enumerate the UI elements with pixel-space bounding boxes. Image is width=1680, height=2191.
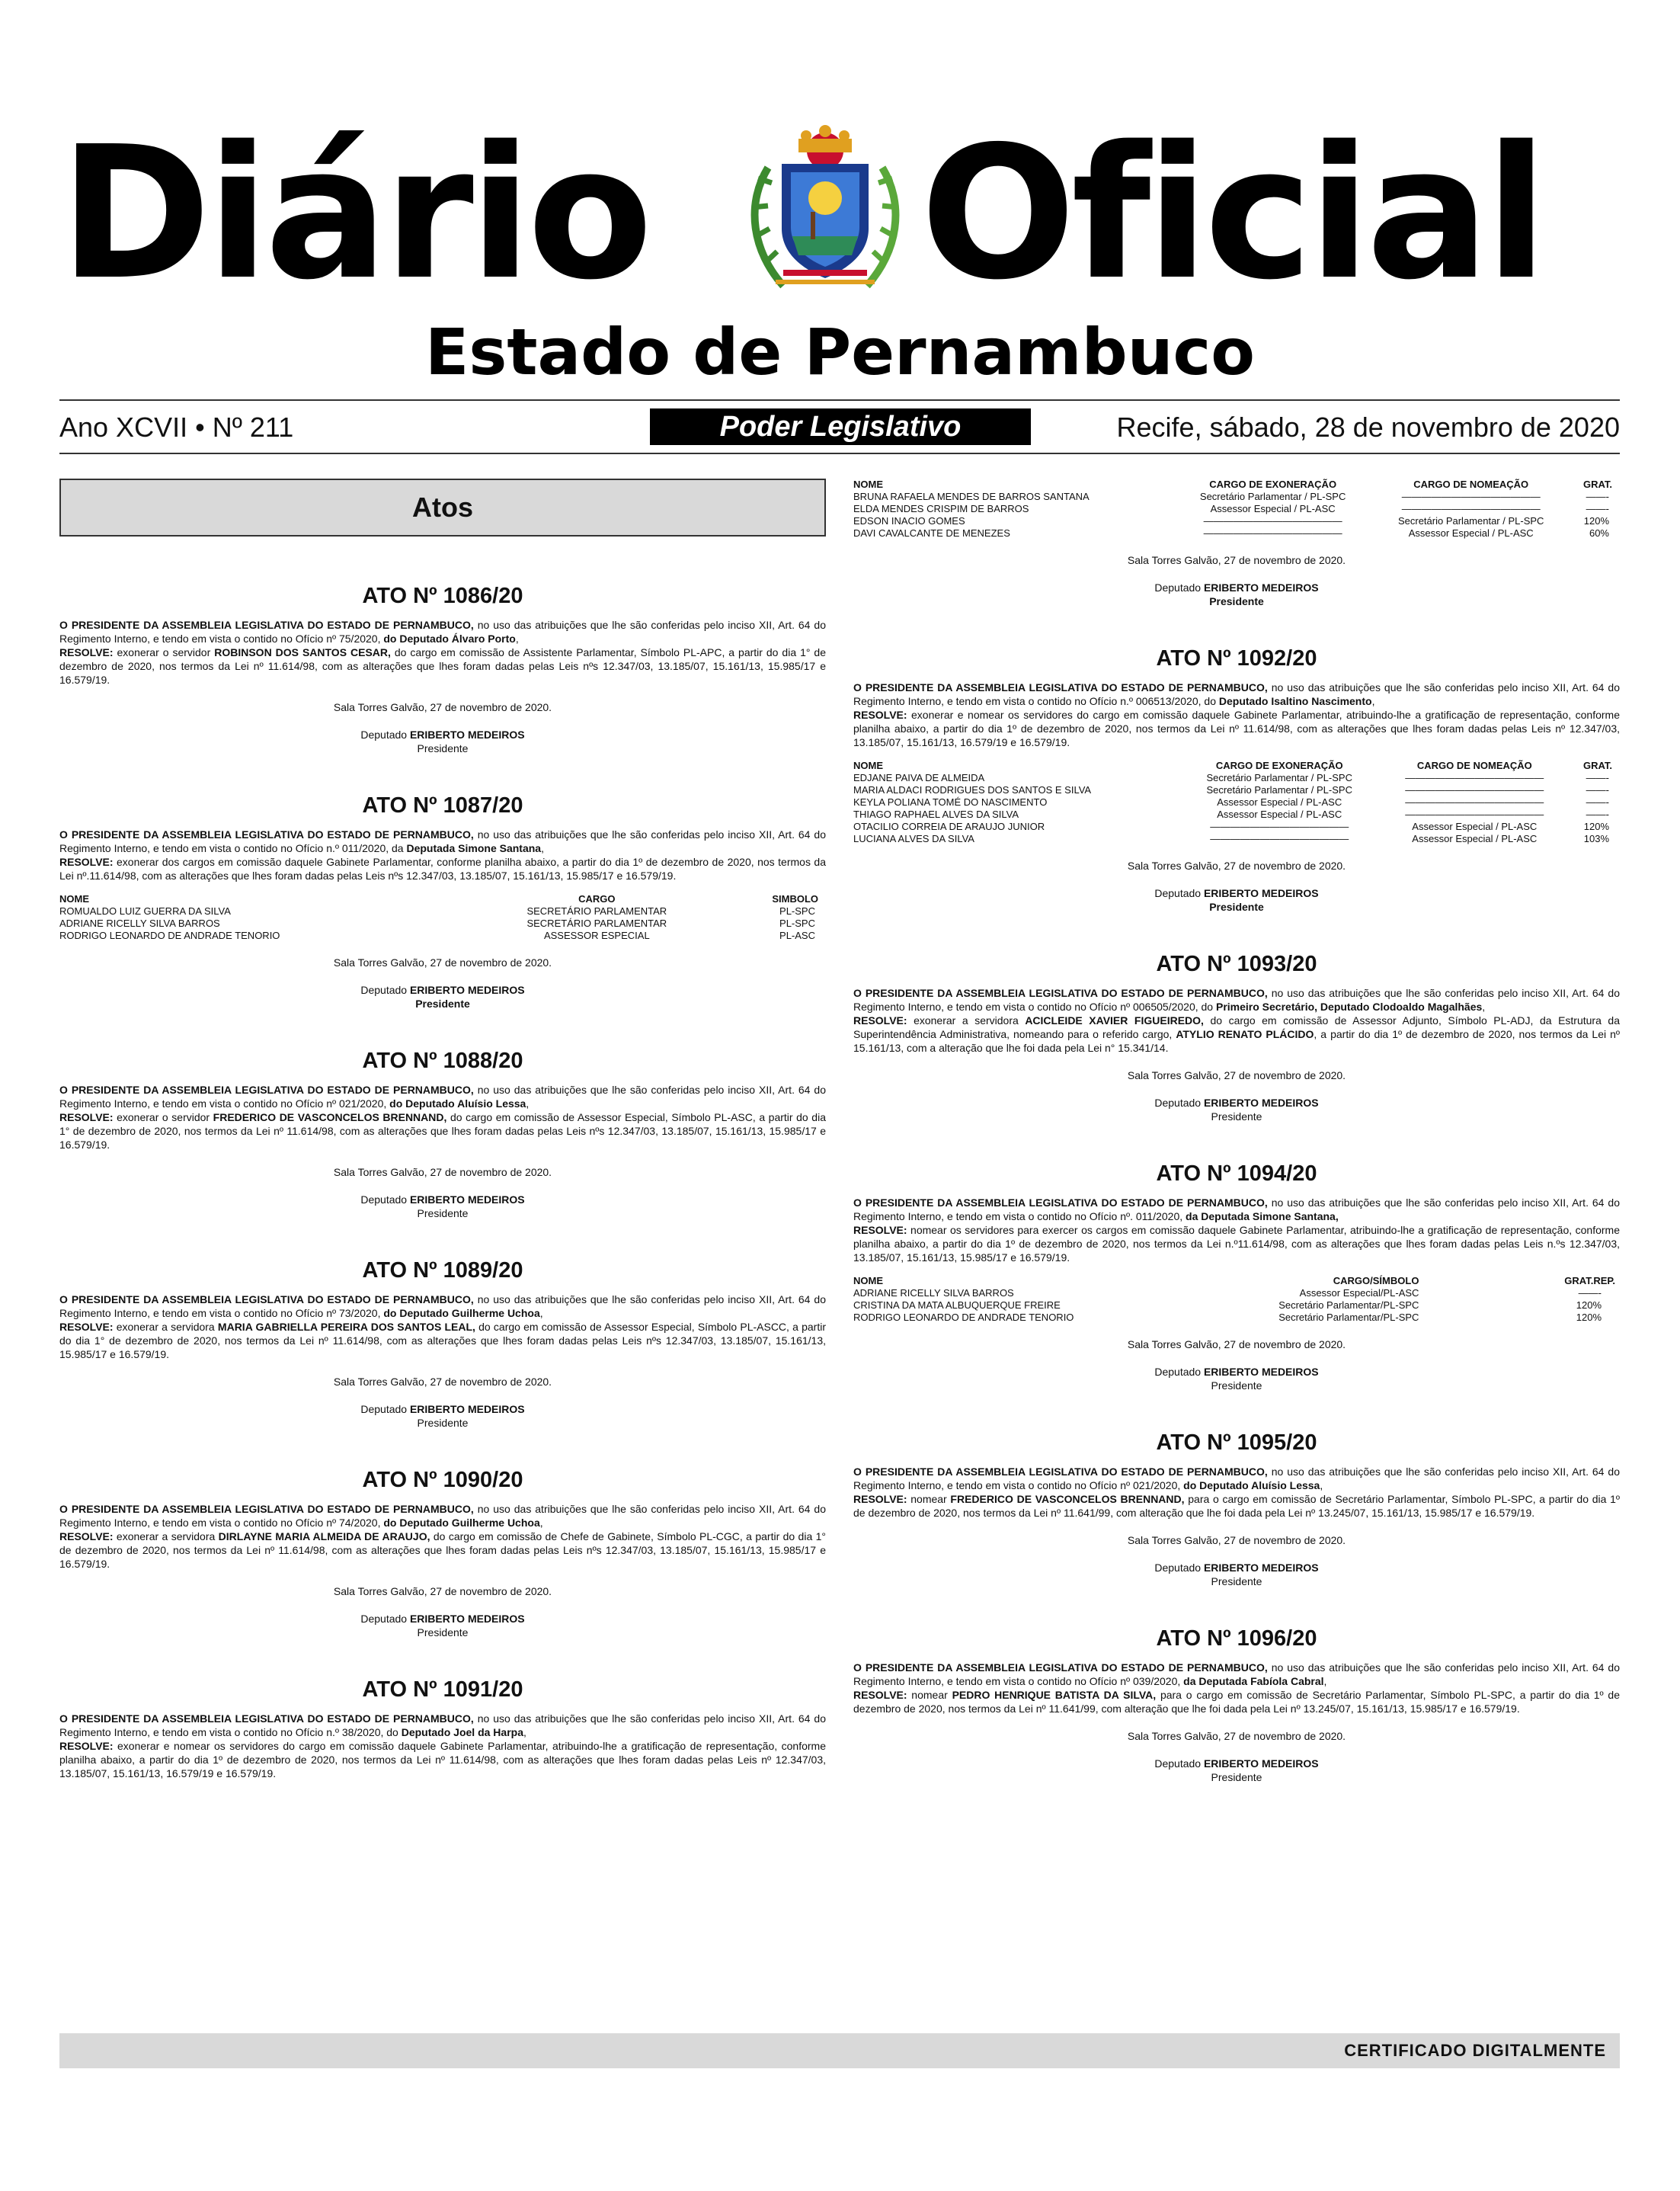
table-header-row: NOME CARGO DE EXONERAÇÃO CARGO DE NOMEAÇÃO GRAT.: [853, 479, 1612, 490]
ato-body: O PRESIDENTE DA ASSEMBLEIA LEGISLATIVA DO ESTADO DE PERNAMBUCO, no uso das atribuições que lhe são conferidas pelo inciso XII, Art. 64 do Regimento Interno, e tendo em vista o contido no Ofício n.º 38/2020, do Deputado Joel da Harpa, RESOLVE: exonerar e nomear os servidores do cargo em comissão daquele Gabinete Parlamentar, atribuindo-lhe a gratificação de representação, conforme planilha abaixo, a partir do dia 1º de dezembro de 2020, nos termos da Lei nº 11.614/98, com as alterações que lhes foram dadas pelas Leis nº 12.347/03, 13.185/07, 15.161/13, 16.579/19 e 16.579/19.: [59, 1712, 826, 1779]
ato-1094: [853, 1161, 1620, 1392]
digital-certificate-label: CERTIFICADO DIGITALMENTE: [1344, 2041, 1606, 2060]
ato-title: ATO Nº 1094/20: [1156, 1161, 1317, 1186]
table-header-row: NOME CARGO SIMBOLO: [59, 893, 818, 905]
ato-signature-role: Presidente: [417, 742, 469, 754]
table-row: BRUNA RAFAELA MENDES DE BARROS SANTANA Secretário Parlamentar / PL-SPC —————————————— ——-: [853, 491, 1609, 502]
table-header-row: NOME CARGO/SÍMBOLO GRAT.REP.: [853, 1275, 1615, 1286]
issue-line: [59, 408, 1620, 448]
ato-place-date: Sala Torres Galvão, 27 de novembro de 2020.: [333, 701, 552, 713]
table-row: ADRIANE RICELLY SILVA BARROS SECRETÁRIO PARLAMENTAR PL-SPC: [59, 918, 815, 929]
ato-signature: Deputado ERIBERTO MEDEIROS: [360, 984, 525, 996]
table-row: DAVI CAVALCANTE DE MENEZES —————————————— Assessor Especial / PL-ASC 60%: [853, 527, 1609, 539]
ato-title: ATO Nº 1090/20: [362, 1468, 523, 1492]
ato-body: O PRESIDENTE DA ASSEMBLEIA LEGISLATIVA DO ESTADO DE PERNAMBUCO, no uso das atribuições que lhe são conferidas pelo inciso XII, Art. 64 do Regimento Interno, e tendo em vista o contido no Ofício n.º 011/2020, da Deputada Simone Santana, RESOLVE: exonerar dos cargos em comissão daquele Gabinete Parlamentar, conforme planilha abaixo, a partir do dia 1º de dezembro de 2020, nos termos da Lei nº.11.614/98, com as alterações que lhes foram dadas pelas Leis nºs 12.347/03, 13.185/07, 15.161/13, 15.985/17 e 16.579/19.: [59, 828, 826, 882]
issue-date: Recife, sábado, 28 de novembro de 2020: [1116, 412, 1620, 443]
ato-signature-role: Presidente: [1211, 1575, 1262, 1587]
ato-title: ATO Nº 1086/20: [362, 584, 523, 608]
table-row: OTACILIO CORREIA DE ARAUJO JUNIOR —————————————— Assessor Especial / PL-ASC 120%: [853, 821, 1609, 832]
ato-body: O PRESIDENTE DA ASSEMBLEIA LEGISLATIVA DO ESTADO DE PERNAMBUCO, no uso das atribuições que lhe são conferidas pelo inciso XII, Art. 64 do Regimento Interno, e tendo em vista o contido no Ofício nº 006505/2020, do Primeiro Secretário, Deputado Clodoaldo Magalhães, RESOLVE: exonerar a servidora ACICLEIDE XAVIER FIGUEIREDO, do cargo em comissão de Assessor Adjunto, Símbolo PL-ADJ, da Estrutura da Superintendência Administrativa, nomeando para o referido cargo, ATYLIO RENATO PLÁCIDO, a partir do dia 1º de dezembro de 2020, nos termos da Lei nº 15.161/13, com a alteração que lhe foi dada pela Lei n° 15.341/14.: [853, 987, 1620, 1054]
ato-signature: Deputado ERIBERTO MEDEIROS: [1154, 887, 1319, 899]
ato-place-date: Sala Torres Galvão, 27 de novembro de 2020.: [333, 1166, 552, 1178]
ato-title: ATO Nº 1095/20: [1156, 1430, 1317, 1455]
ato-table: [853, 760, 1620, 845]
ato-table: [853, 479, 1620, 540]
section-title-atos: Atos: [59, 479, 826, 537]
ato-place-date: Sala Torres Galvão, 27 de novembro de 2020.: [1127, 1534, 1346, 1546]
ato-signature: Deputado ERIBERTO MEDEIROS: [360, 1193, 525, 1206]
ato-1091: [59, 1677, 826, 1780]
table-row: RODRIGO LEONARDO DE ANDRADE TENORIO Secretário Parlamentar/PL-SPC 120%: [853, 1312, 1602, 1323]
ato-signature: Deputado ERIBERTO MEDEIROS: [1154, 1562, 1319, 1574]
ato-place-date: Sala Torres Galvão, 27 de novembro de 2020.: [1127, 860, 1346, 872]
ato-body: O PRESIDENTE DA ASSEMBLEIA LEGISLATIVA DO ESTADO DE PERNAMBUCO, no uso das atribuições que lhe são conferidas pelo inciso XII, Art. 64 do Regimento Interno, e tendo em vista o contido no Ofício nº 73/2020, do Deputado Guilherme Uchoa, RESOLVE: exonerar a servidora MARIA GABRIELLA PEREIRA DOS SANTOS LEAL, do cargo em comissão de Assessor Especial, Símbolo PL-ASCC, a partir do dia 1° de dezembro de 2020, nos termos da Lei nº 11.614/98, com as alterações que lhes foram dadas pelas Leis nºs 12.347/03, 13.185/07, 15.161/13, 15.985/17 e 16.579/19.: [59, 1293, 826, 1360]
ato-signature-role: Presidente: [1209, 901, 1264, 913]
table-row: ELDA MENDES CRISPIM DE BARROS Assessor Especial / PL-ASC —————————————— ——-: [853, 503, 1609, 514]
ato-1089: [59, 1258, 826, 1430]
ato-place-date: Sala Torres Galvão, 27 de novembro de 2020.: [333, 956, 552, 969]
ato-place-date: Sala Torres Galvão, 27 de novembro de 2020.: [1127, 1730, 1346, 1742]
ato-title: ATO Nº 1087/20: [362, 793, 523, 818]
ato-body: O PRESIDENTE DA ASSEMBLEIA LEGISLATIVA DO ESTADO DE PERNAMBUCO, no uso das atribuições que lhe são conferidas pelo inciso XII, Art. 64 do Regimento Interno, e tendo em vista o contido no Ofício nº 021/2020, do Deputado Aluísio Lessa, RESOLVE: exonerar o servidor FREDERICO DE VASCONCELOS BRENNAND, do cargo em comissão de Assessor Especial, Símbolo PL-ASC, a partir do dia 1° de dezembro de 2020, nos termos da Lei nº 11.614/98, com as alterações que lhes foram dadas pelas Leis nºs 12.347/03, 13.185/07, 15.161/13, 15.985/17 e 16.579/19.: [59, 1084, 826, 1151]
ato-title: ATO Nº 1096/20: [1156, 1626, 1317, 1651]
table-row: MARIA ALDACI RODRIGUES DOS SANTOS E SILVA Secretário Parlamentar / PL-SPC —————————————— ——-: [853, 784, 1609, 796]
ato-1090: [59, 1468, 826, 1639]
ato-title: ATO Nº 1092/20: [1156, 646, 1317, 671]
left-column: [59, 457, 826, 1780]
table-row: KEYLA POLIANA TOMÉ DO NASCIMENTO Assessor Especial / PL-ASC —————————————— ——-: [853, 796, 1609, 808]
masthead-title-right: Oficial: [920, 107, 1544, 320]
ato-body: O PRESIDENTE DA ASSEMBLEIA LEGISLATIVA DO ESTADO DE PERNAMBUCO, no uso das atribuições que lhe são conferidas pelo inciso XII, Art. 64 do Regimento Interno, e tendo em vista o contido no Ofício nº 74/2020, do Deputado Guilherme Uchoa, RESOLVE: exonerar a servidora DIRLAYNE MARIA ALMEIDA DE ARAUJO, do cargo em comissão de Chefe de Gabinete, Símbolo PL-CGC, a partir do dia 1° de dezembro de 2020, nos termos da Lei nº 11.614/98, com as alterações que lhes foram dadas pelas Leis nºs 12.347/03, 13.185/07, 15.161/13, 15.985/17 e 16.579/19.: [59, 1503, 827, 1570]
ato-1091-continued: [853, 479, 1620, 608]
ato-title: ATO Nº 1088/20: [362, 1049, 523, 1073]
ato-1093: [853, 952, 1620, 1123]
masthead: [59, 107, 1621, 320]
ato-title: ATO Nº 1093/20: [1156, 952, 1317, 976]
table-row: CRISTINA DA MATA ALBUQUERQUE FREIRE Secretário Parlamentar/PL-SPC 120%: [853, 1299, 1602, 1311]
masthead-subtitle: Estado de Pernambuco: [424, 315, 1256, 389]
table-row: EDSON INACIO GOMES —————————————— Secretário Parlamentar / PL-SPC 120%: [853, 515, 1609, 527]
ato-table: [59, 893, 826, 942]
table-row: ROMUALDO LUIZ GUERRA DA SILVA SECRETÁRIO PARLAMENTAR PL-SPC: [59, 905, 815, 917]
branch-banner: Poder Legislativo: [650, 408, 1031, 445]
ato-place-date: Sala Torres Galvão, 27 de novembro de 2020.: [333, 1376, 552, 1388]
masthead-title-left: Diário: [59, 107, 648, 320]
ato-title: ATO Nº 1089/20: [362, 1258, 523, 1283]
ato-1086: [59, 584, 826, 755]
table-row: RODRIGO LEONARDO DE ANDRADE TENORIO ASSESSOR ESPECIAL PL-ASC: [59, 930, 815, 941]
ato-1087: [59, 793, 826, 1011]
ato-signature-role: Presidente: [417, 1417, 469, 1429]
ato-signature-role: Presidente: [415, 998, 470, 1010]
ato-signature: Deputado ERIBERTO MEDEIROS: [360, 1403, 525, 1415]
ato-signature-role: Presidente: [1209, 595, 1264, 607]
ato-1092: [853, 646, 1620, 914]
ato-title: ATO Nº 1091/20: [362, 1677, 523, 1702]
ato-table: [853, 1275, 1620, 1324]
ato-place-date: Sala Torres Galvão, 27 de novembro de 2020.: [1127, 1338, 1346, 1350]
ato-signature-role: Presidente: [417, 1626, 469, 1638]
ato-body: O PRESIDENTE DA ASSEMBLEIA LEGISLATIVA DO ESTADO DE PERNAMBUCO, no uso das atribuições que lhe são conferidas pelo inciso XII, Art. 64 do Regimento Interno, e tendo em vista o contido no Ofício nº 75/2020, do Deputado Álvaro Porto, RESOLVE: exonerar o servidor ROBINSON DOS SANTOS CESAR, do cargo em comissão de Assistente Parlamentar, Símbolo PL-APC, a partir do dia 1° de dezembro de 2020, nos termos da Lei nº 11.614/98, com as alterações que lhes foram dadas pelas Leis nºs 12.347/03, 13.185/07, 15.161/13, 15.985/17 e 16.579/19.: [59, 619, 827, 686]
table-row: THIAGO RAPHAEL ALVES DA SILVA Assessor Especial / PL-ASC —————————————— ——-: [853, 809, 1609, 820]
pernambuco-coat-of-arms-icon: [738, 122, 913, 297]
ato-signature: Deputado ERIBERTO MEDEIROS: [360, 729, 525, 741]
table-row: EDJANE PAIVA DE ALMEIDA Secretário Parlamentar / PL-SPC —————————————— ——-: [853, 772, 1609, 783]
ato-signature-role: Presidente: [1211, 1379, 1262, 1392]
ato-signature-role: Presidente: [1211, 1771, 1262, 1783]
masthead-top-rule: [59, 399, 1620, 401]
ato-signature-role: Presidente: [1211, 1110, 1262, 1123]
ato-signature: Deputado ERIBERTO MEDEIROS: [1154, 1366, 1319, 1378]
ato-place-date: Sala Torres Galvão, 27 de novembro de 2020.: [1127, 1069, 1346, 1081]
ato-body: O PRESIDENTE DA ASSEMBLEIA LEGISLATIVA DO ESTADO DE PERNAMBUCO, no uso das atribuições que lhe são conferidas pelo inciso XII, Art. 64 do Regimento Interno, e tendo em vista o contido no Ofício nº. 011/2020, da Deputada Simone Santana, RESOLVE: nomear os servidores para exercer os cargos em comissão daquele Gabinete Parlamentar, atribuindo-lhe a gratificação de representação, conforme planilha abaixo, a partir do dia 1º de dezembro de 2020, nos termos da Lei n.º11.614/98, com as alterações que lhes foram dadas pelas Leis n.ºs 12.347/03, 13.185/07, 15.161/13, 15.985/17 e 16.579/19.: [853, 1196, 1620, 1264]
masthead-bottom-rule: [59, 453, 1620, 454]
footer-bar: [59, 2033, 1620, 2068]
ato-place-date: Sala Torres Galvão, 27 de novembro de 2020.: [1127, 554, 1346, 566]
ato-body: O PRESIDENTE DA ASSEMBLEIA LEGISLATIVA DO ESTADO DE PERNAMBUCO, no uso das atribuições que lhe são conferidas pelo inciso XII, Art. 64 do Regimento Interno, e tendo em vista o contido no Ofício n.º 006513/2020, do Deputado Isaltino Nascimento, RESOLVE: exonerar e nomear os servidores do cargo em comissão daquele Gabinete Parlamentar, atribuindo-lhe a gratificação de representação, conforme planilha abaixo, a partir do dia 1º de dezembro de 2020, nos termos da Lei nº 11.614/98, com as alterações que lhes foram dadas pelas Leis nº 12.347/03, 13.185/07, 15.161/13, 16.579/19 e 16.579/19.: [853, 681, 1620, 748]
ato-1088: [59, 1049, 826, 1220]
issue-number: Ano XCVII • Nº 211: [59, 412, 294, 443]
ato-body: O PRESIDENTE DA ASSEMBLEIA LEGISLATIVA DO ESTADO DE PERNAMBUCO, no uso das atribuições que lhe são conferidas pelo inciso XII, Art. 64 do Regimento Interno, e tendo em vista o contido no Ofício nº 021/2020, do Deputado Aluísio Lessa, RESOLVE: nomear FREDERICO DE VASCONCELOS BRENNAND, para o cargo em comissão de Secretário Parlamentar, Símbolo PL-SPC, a partir do dia 1º de dezembro de 2020, nos termos da Lei nº 11.641/99, com alteração que lhe foi dada pela Lei nº 13.245/07, 15.161/13, 15.985/17 e 16.579/19.: [853, 1465, 1620, 1519]
ato-place-date: Sala Torres Galvão, 27 de novembro de 2020.: [333, 1585, 552, 1597]
table-row: LUCIANA ALVES DA SILVA —————————————— Assessor Especial / PL-ASC 103%: [853, 833, 1609, 844]
ato-1096: [853, 1626, 1620, 1784]
table-header-row: NOME CARGO DE EXONERAÇÃO CARGO DE NOMEAÇÃO GRAT.: [853, 760, 1612, 771]
ato-1095: [853, 1430, 1620, 1588]
right-column: [853, 457, 1620, 1807]
table-row: ADRIANE RICELLY SILVA BARROS Assessor Especial/PL-ASC ——-: [853, 1287, 1602, 1299]
ato-signature: Deputado ERIBERTO MEDEIROS: [1154, 581, 1319, 594]
ato-signature: Deputado ERIBERTO MEDEIROS: [1154, 1757, 1319, 1770]
ato-signature-role: Presidente: [417, 1207, 469, 1219]
ato-signature: Deputado ERIBERTO MEDEIROS: [1154, 1097, 1319, 1109]
ato-signature: Deputado ERIBERTO MEDEIROS: [360, 1613, 525, 1625]
ato-body: O PRESIDENTE DA ASSEMBLEIA LEGISLATIVA DO ESTADO DE PERNAMBUCO, no uso das atribuições que lhe são conferidas pelo inciso XII, Art. 64 do Regimento Interno, e tendo em vista o contido no Ofício nº 039/2020, da Deputada Fabíola Cabral, RESOLVE: nomear PEDRO HENRIQUE BATISTA DA SILVA, para o cargo em comissão de Secretário Parlamentar, Símbolo PL-SPC, a partir do dia 1º de dezembro de 2020, nos termos da Lei nº 11.641/99, com alteração que lhe foi dada pela Lei nº 13.245/07, 15.161/13, 15.985/17 e 16.579/19.: [853, 1661, 1621, 1715]
